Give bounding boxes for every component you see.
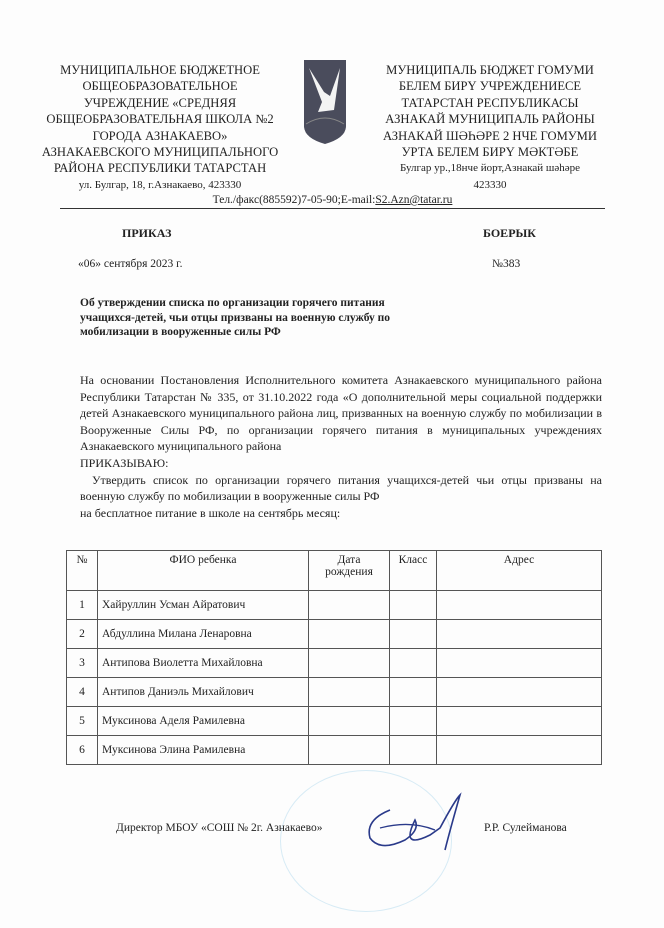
coat-of-arms-logo <box>304 60 346 144</box>
address-cell <box>437 678 602 707</box>
header-line: УРТА БЕЛЕМ БИРҮ МӘКТӘБЕ <box>401 145 579 160</box>
header-line: РАЙОНА РЕСПУБЛИКИ ТАТАРСТАН <box>53 161 267 176</box>
order-title-tt: БОЕРЫК <box>483 226 537 240</box>
row-number: 6 <box>67 736 98 765</box>
header-divider <box>60 208 605 209</box>
col-class: Класс <box>390 551 437 591</box>
table-row <box>67 707 602 736</box>
child-name: Антипова Виолетта Михайловна <box>98 649 309 678</box>
header-line: ОБЩЕОБРАЗОВАТЕЛЬНОЕ <box>82 79 238 94</box>
header-postcode: 423330 <box>473 178 507 191</box>
order-subject: Об утверждении списка по организации горячего питания учащихся-детей, чьи отцы призваны на военную службу по мобилизации в вооруженные силы РФ <box>80 297 391 339</box>
header-address: ул. Булгар, 18, г.Азнакаево, 423330 <box>78 178 242 191</box>
header-line: АЗНАКАЙ ШӘҺӘРЕ 2 НЧЕ ГОМУМИ <box>383 128 597 143</box>
child-name: Муксинова Элина Рамилевна <box>98 736 309 765</box>
address-cell <box>437 707 602 736</box>
header-line: ОБЩЕОБРАЗОВАТЕЛЬНАЯ ШКОЛА №2 <box>46 112 274 127</box>
basis-paragraph: На основании Постановления Исполнительного комитета Азнакаевского муниципального района Республики Татарстан № 335, от 31.10.2022 года «О дополнительной меры социальной поддержки детей Азнакаевского муниципального района лиц, призванных на военную службу по мобилизации в Вооруженные Силы РФ, по организации горячего питания в муниципальных учреждениях Азнакаевского муниципального района <box>80 373 602 454</box>
birthdate-cell <box>309 736 390 765</box>
header-right <box>370 62 610 193</box>
header-address: Булгар ур.,18нче йорт,Азнакай шәһәре <box>399 162 581 175</box>
row-number: 3 <box>67 649 98 678</box>
child-name: Абдуллина Милана Ленаровна <box>98 620 309 649</box>
order-word: ПРИКАЗЫВАЮ: <box>80 455 169 470</box>
birthdate-cell <box>309 620 390 649</box>
birthdate-cell <box>309 649 390 678</box>
birthdate-cell <box>309 678 390 707</box>
col-birthdate: Дата рождения <box>309 551 390 591</box>
class-cell <box>390 678 437 707</box>
header-line: МУНИЦИПАЛЬНОЕ БЮДЖЕТНОЕ <box>60 63 260 77</box>
signature-image <box>360 790 470 860</box>
class-cell <box>390 591 437 620</box>
header-line: АЗНАКАЕВСКОГО МУНИЦИПАЛЬНОГО <box>41 145 279 160</box>
table-row <box>67 620 602 649</box>
order-number: №383 <box>492 258 521 270</box>
header-line: УЧРЕЖДЕНИЕ «СРЕДНЯЯ <box>83 95 237 110</box>
header-line: АЗНАКАЙ МУНИЦИПАЛЬ РАЙОНЫ <box>385 112 595 127</box>
order-item-continuation: на бесплатное питание в школе на сентябрь месяц: <box>80 505 341 520</box>
order-item: Утвердить список по организации горячего питания учащихся-детей чьи отцы призваны на военную службу по мобилизации в вооруженные силы РФ <box>80 472 602 504</box>
address-cell <box>437 649 602 678</box>
child-name: Муксинова Аделя Рамилевна <box>98 707 309 736</box>
order-title-ru: ПРИКАЗ <box>122 226 172 240</box>
row-number: 1 <box>67 591 98 620</box>
signatory-position: Директор МБОУ «СОШ № 2г. Азнакаево» <box>116 822 323 834</box>
table-row <box>67 736 602 765</box>
email-link[interactable]: S2.Azn@tatar.ru <box>375 194 453 206</box>
address-cell <box>437 736 602 765</box>
row-number: 4 <box>67 678 98 707</box>
class-cell <box>390 649 437 678</box>
contacts <box>60 194 605 206</box>
col-number: № <box>67 551 98 591</box>
child-name: Хайруллин Усман Айратович <box>98 591 309 620</box>
order-date: «06» сентября 2023 г. <box>78 258 183 270</box>
header-line: БЕЛЕМ БИРҮ УЧРЕЖДЕНИЕСЕ <box>398 79 582 94</box>
class-cell <box>390 620 437 649</box>
table-row <box>67 678 602 707</box>
class-cell <box>390 707 437 736</box>
row-number: 5 <box>67 707 98 736</box>
children-table <box>66 550 602 765</box>
col-address: Адрес <box>437 551 602 591</box>
address-cell <box>437 620 602 649</box>
order-body <box>80 372 602 521</box>
phone-fax: Тел./факс(885592)7-05-90;E-mail: <box>212 194 376 206</box>
address-cell <box>437 591 602 620</box>
signatory-name: Р.Р. Сулейманова <box>484 822 567 834</box>
header-line: ГОРОДА АЗНАКАЕВО» <box>92 128 228 143</box>
class-cell <box>390 736 437 765</box>
birthdate-cell <box>309 591 390 620</box>
table-header <box>67 551 602 591</box>
child-name: Антипов Даниэль Михайлович <box>98 678 309 707</box>
table-row <box>67 649 602 678</box>
birthdate-cell <box>309 707 390 736</box>
table-row <box>67 591 602 620</box>
header-line: МУНИЦИПАЛЬ БЮДЖЕТ ГОМУМИ <box>386 63 594 77</box>
header-line: ТАТАРСТАН РЕСПУБЛИКАСЫ <box>401 95 579 110</box>
row-number: 2 <box>67 620 98 649</box>
col-name: ФИО ребенка <box>98 551 309 591</box>
header-left <box>40 62 280 193</box>
